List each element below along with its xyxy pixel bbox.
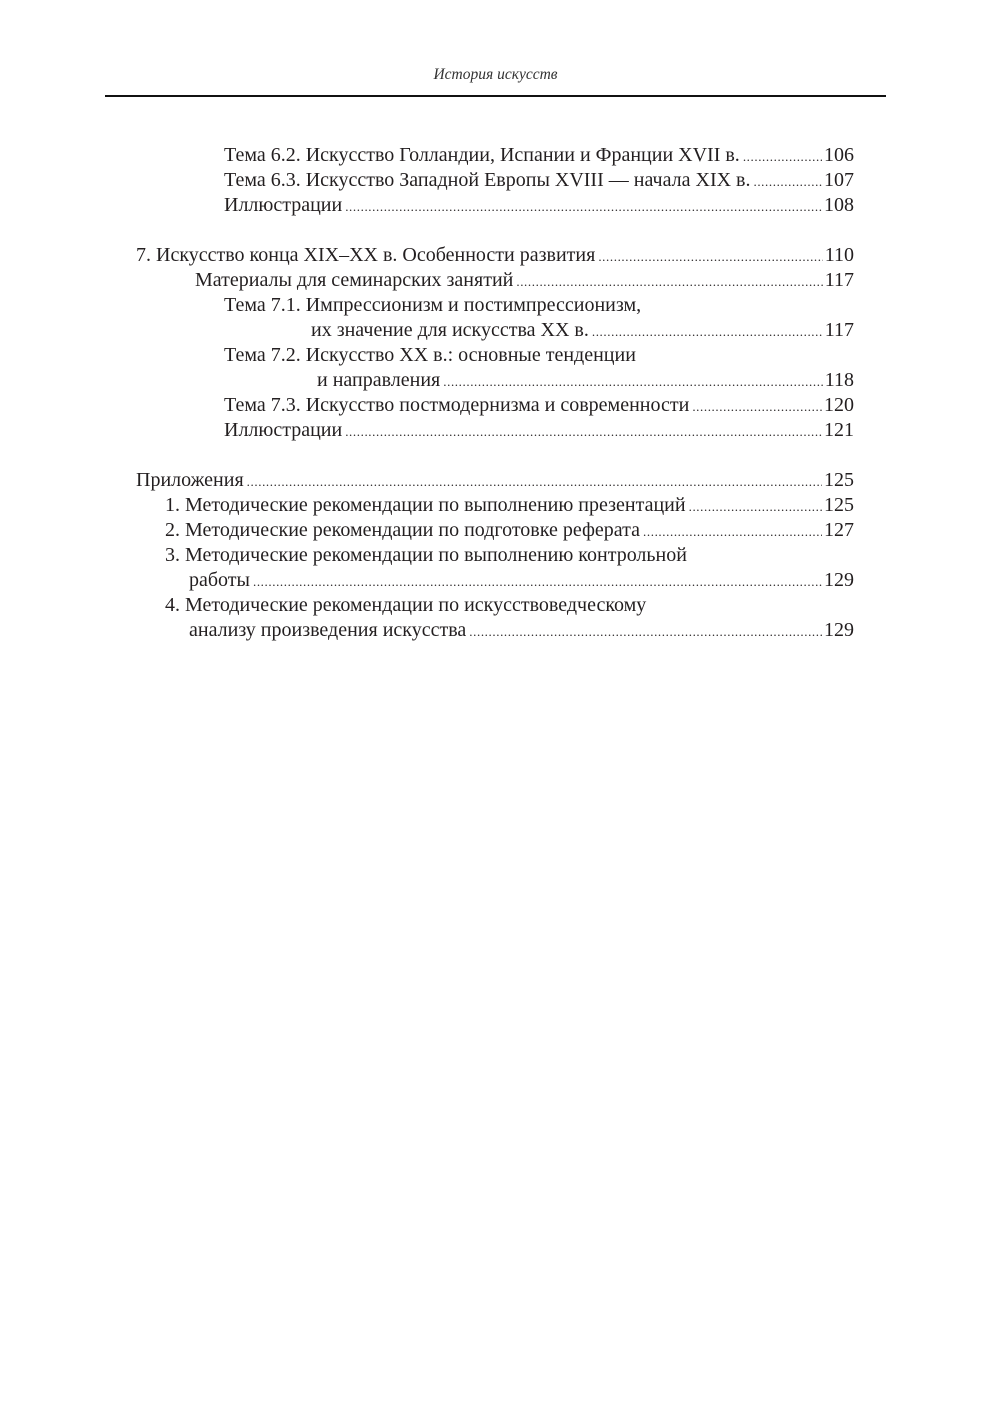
toc-entry-title: Иллюстрации	[224, 419, 343, 441]
toc-entry-page: 117	[824, 319, 854, 341]
toc-entry-title: работы	[189, 569, 250, 591]
toc-entry-page: 117	[824, 269, 854, 291]
toc-entry-7-3[interactable]	[224, 393, 854, 418]
toc-entry-title: 2. Методические рекомендации по подготовке реферата	[165, 519, 641, 541]
toc-entry-appendix-3-line1[interactable]	[165, 543, 854, 568]
toc-entry-title: Тема 6.3. Искусство Западной Европы XVIII — начала XIX в.	[224, 169, 751, 191]
toc-entry-title: Материалы для семинарских занятий	[195, 269, 514, 291]
dot-leader	[443, 369, 822, 394]
toc-entry-title: Иллюстрации	[224, 194, 343, 216]
toc-entry-page: 129	[824, 569, 854, 591]
toc-entry-page: 125	[824, 494, 854, 516]
toc-entry-title: Тема 7.2. Искусство XX в.: основные тенденции	[224, 344, 636, 366]
toc-entry-6-3[interactable]	[224, 168, 854, 193]
toc-entry-seminar-materials[interactable]	[195, 268, 854, 293]
dot-leader	[692, 394, 822, 419]
toc-entry-title: Приложения	[136, 469, 244, 491]
dot-leader	[743, 144, 822, 169]
toc-entry-title: Тема 7.1. Импрессионизм и постимпрессионизм,	[224, 294, 642, 316]
toc-entry-appendix-3-line2[interactable]	[189, 568, 854, 593]
running-header: История искусств	[433, 66, 558, 83]
toc-entry-page: 125	[824, 469, 854, 491]
toc-entry-illustrations-6[interactable]	[224, 193, 854, 218]
toc-entry-title: Тема 7.3. Искусство постмодернизма и современности	[224, 394, 690, 416]
toc-entry-illustrations-7[interactable]	[224, 418, 854, 443]
toc-entry-6-2[interactable]	[224, 143, 854, 168]
toc-entry-page: 121	[824, 419, 854, 441]
toc-entry-7-1-line1[interactable]	[224, 293, 854, 318]
toc-entry-7-2-line2[interactable]	[317, 368, 854, 393]
dot-leader	[598, 244, 822, 269]
toc-entry-title: анализу произведения искусства	[189, 619, 467, 641]
toc-entry-page: 129	[824, 619, 854, 641]
toc-entry-title: 1. Методические рекомендации по выполнению презентаций	[165, 494, 686, 516]
toc-entry-title: 7. Искусство конца XIX–XX в. Особенности развития	[136, 244, 596, 266]
dot-leader	[345, 419, 822, 444]
dot-leader	[247, 469, 822, 494]
toc-entry-chapter-7[interactable]	[136, 243, 854, 268]
toc-entry-title: 3. Методические рекомендации по выполнению контрольной	[165, 544, 687, 566]
header-rule	[105, 95, 886, 97]
dot-leader	[643, 519, 822, 544]
dot-leader	[753, 169, 822, 194]
toc-entry-appendices[interactable]	[136, 468, 854, 493]
toc-entry-title: Тема 6.2. Искусство Голландии, Испании и Франции XVII в.	[224, 144, 740, 166]
dot-leader	[469, 619, 822, 644]
toc-entry-page: 108	[824, 194, 854, 216]
toc-entry-appendix-4-line1[interactable]	[165, 593, 854, 618]
toc-entry-appendix-4-line2[interactable]	[189, 618, 854, 643]
toc-entry-7-2-line1[interactable]	[224, 343, 854, 368]
toc-entry-page: 110	[824, 244, 854, 266]
toc-entry-title: 4. Методические рекомендации по искусствоведческому	[165, 594, 647, 616]
toc-entry-appendix-2[interactable]	[165, 518, 854, 543]
dot-leader	[592, 319, 823, 344]
toc-entry-title: и направления	[317, 369, 441, 391]
dot-leader	[345, 194, 822, 219]
toc-entry-page: 120	[824, 394, 854, 416]
toc-entry-7-1-line2[interactable]	[311, 318, 854, 343]
toc-entry-appendix-1[interactable]	[165, 493, 854, 518]
toc-entry-title: их значение для искусства XX в.	[311, 319, 589, 341]
dot-leader	[689, 494, 822, 519]
dot-leader	[516, 269, 822, 294]
dot-leader	[253, 569, 822, 594]
toc-entry-page: 118	[824, 369, 854, 391]
toc-entry-page: 127	[824, 519, 854, 541]
toc-entry-page: 106	[824, 144, 854, 166]
toc-entry-page: 107	[824, 169, 854, 191]
